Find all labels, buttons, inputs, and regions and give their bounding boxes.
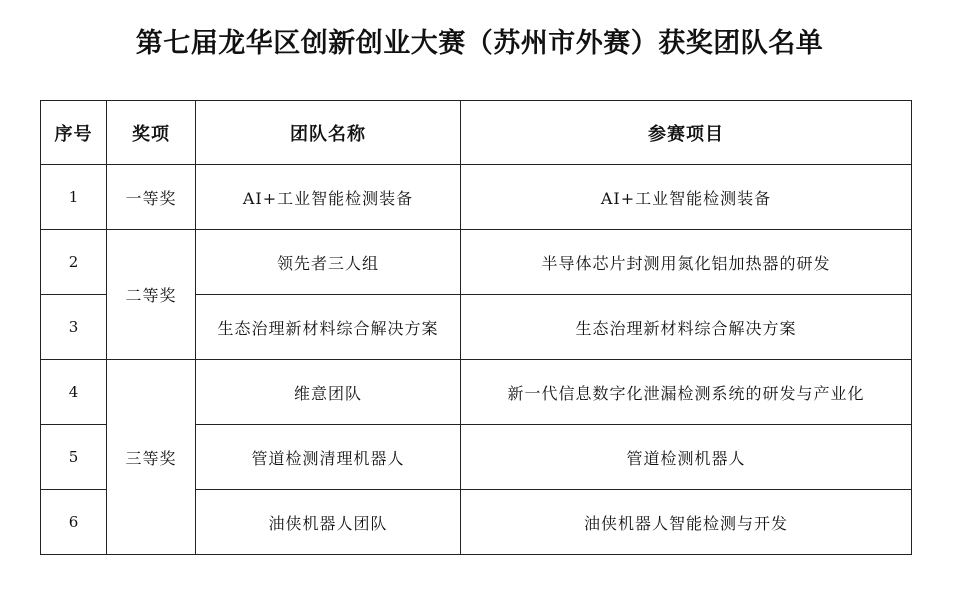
- project-cell: AI+工业智能检测装备: [461, 165, 912, 230]
- table-row: [41, 230, 912, 295]
- team-name-cell: 油侠机器人团队: [196, 490, 461, 555]
- table-header-row: [41, 101, 912, 165]
- row-number: 4: [41, 360, 107, 425]
- team-name-cell: 维意团队: [196, 360, 461, 425]
- row-number: 1: [41, 165, 107, 230]
- project-cell: 管道检测机器人: [461, 425, 912, 490]
- row-number: 3: [41, 295, 107, 360]
- award-cell-second: 二等奖: [107, 230, 196, 360]
- project-cell: 半导体芯片封测用氮化铝加热器的研发: [461, 230, 912, 295]
- header-award: 奖项: [107, 101, 196, 165]
- header-project: 参赛项目: [461, 101, 912, 165]
- table-row: [41, 165, 912, 230]
- header-team: 团队名称: [196, 101, 461, 165]
- award-cell-third: 三等奖: [107, 360, 196, 555]
- project-cell: 新一代信息数字化泄漏检测系统的研发与产业化: [461, 360, 912, 425]
- row-number: 5: [41, 425, 107, 490]
- document-title: 第七届龙华区创新创业大赛（苏州市外赛）获奖团队名单: [135, 28, 824, 59]
- project-cell: 生态治理新材料综合解决方案: [461, 295, 912, 360]
- award-cell-first: 一等奖: [107, 165, 196, 230]
- table-row: [41, 360, 912, 425]
- team-name-cell: AI+工业智能检测装备: [196, 165, 461, 230]
- team-name-cell: 生态治理新材料综合解决方案: [196, 295, 461, 360]
- award-table: [40, 100, 912, 555]
- project-cell: 油侠机器人智能检测与开发: [461, 490, 912, 555]
- row-number: 6: [41, 490, 107, 555]
- team-name-cell: 领先者三人组: [196, 230, 461, 295]
- team-name-cell: 管道检测清理机器人: [196, 425, 461, 490]
- row-number: 2: [41, 230, 107, 295]
- header-no: 序号: [41, 101, 107, 165]
